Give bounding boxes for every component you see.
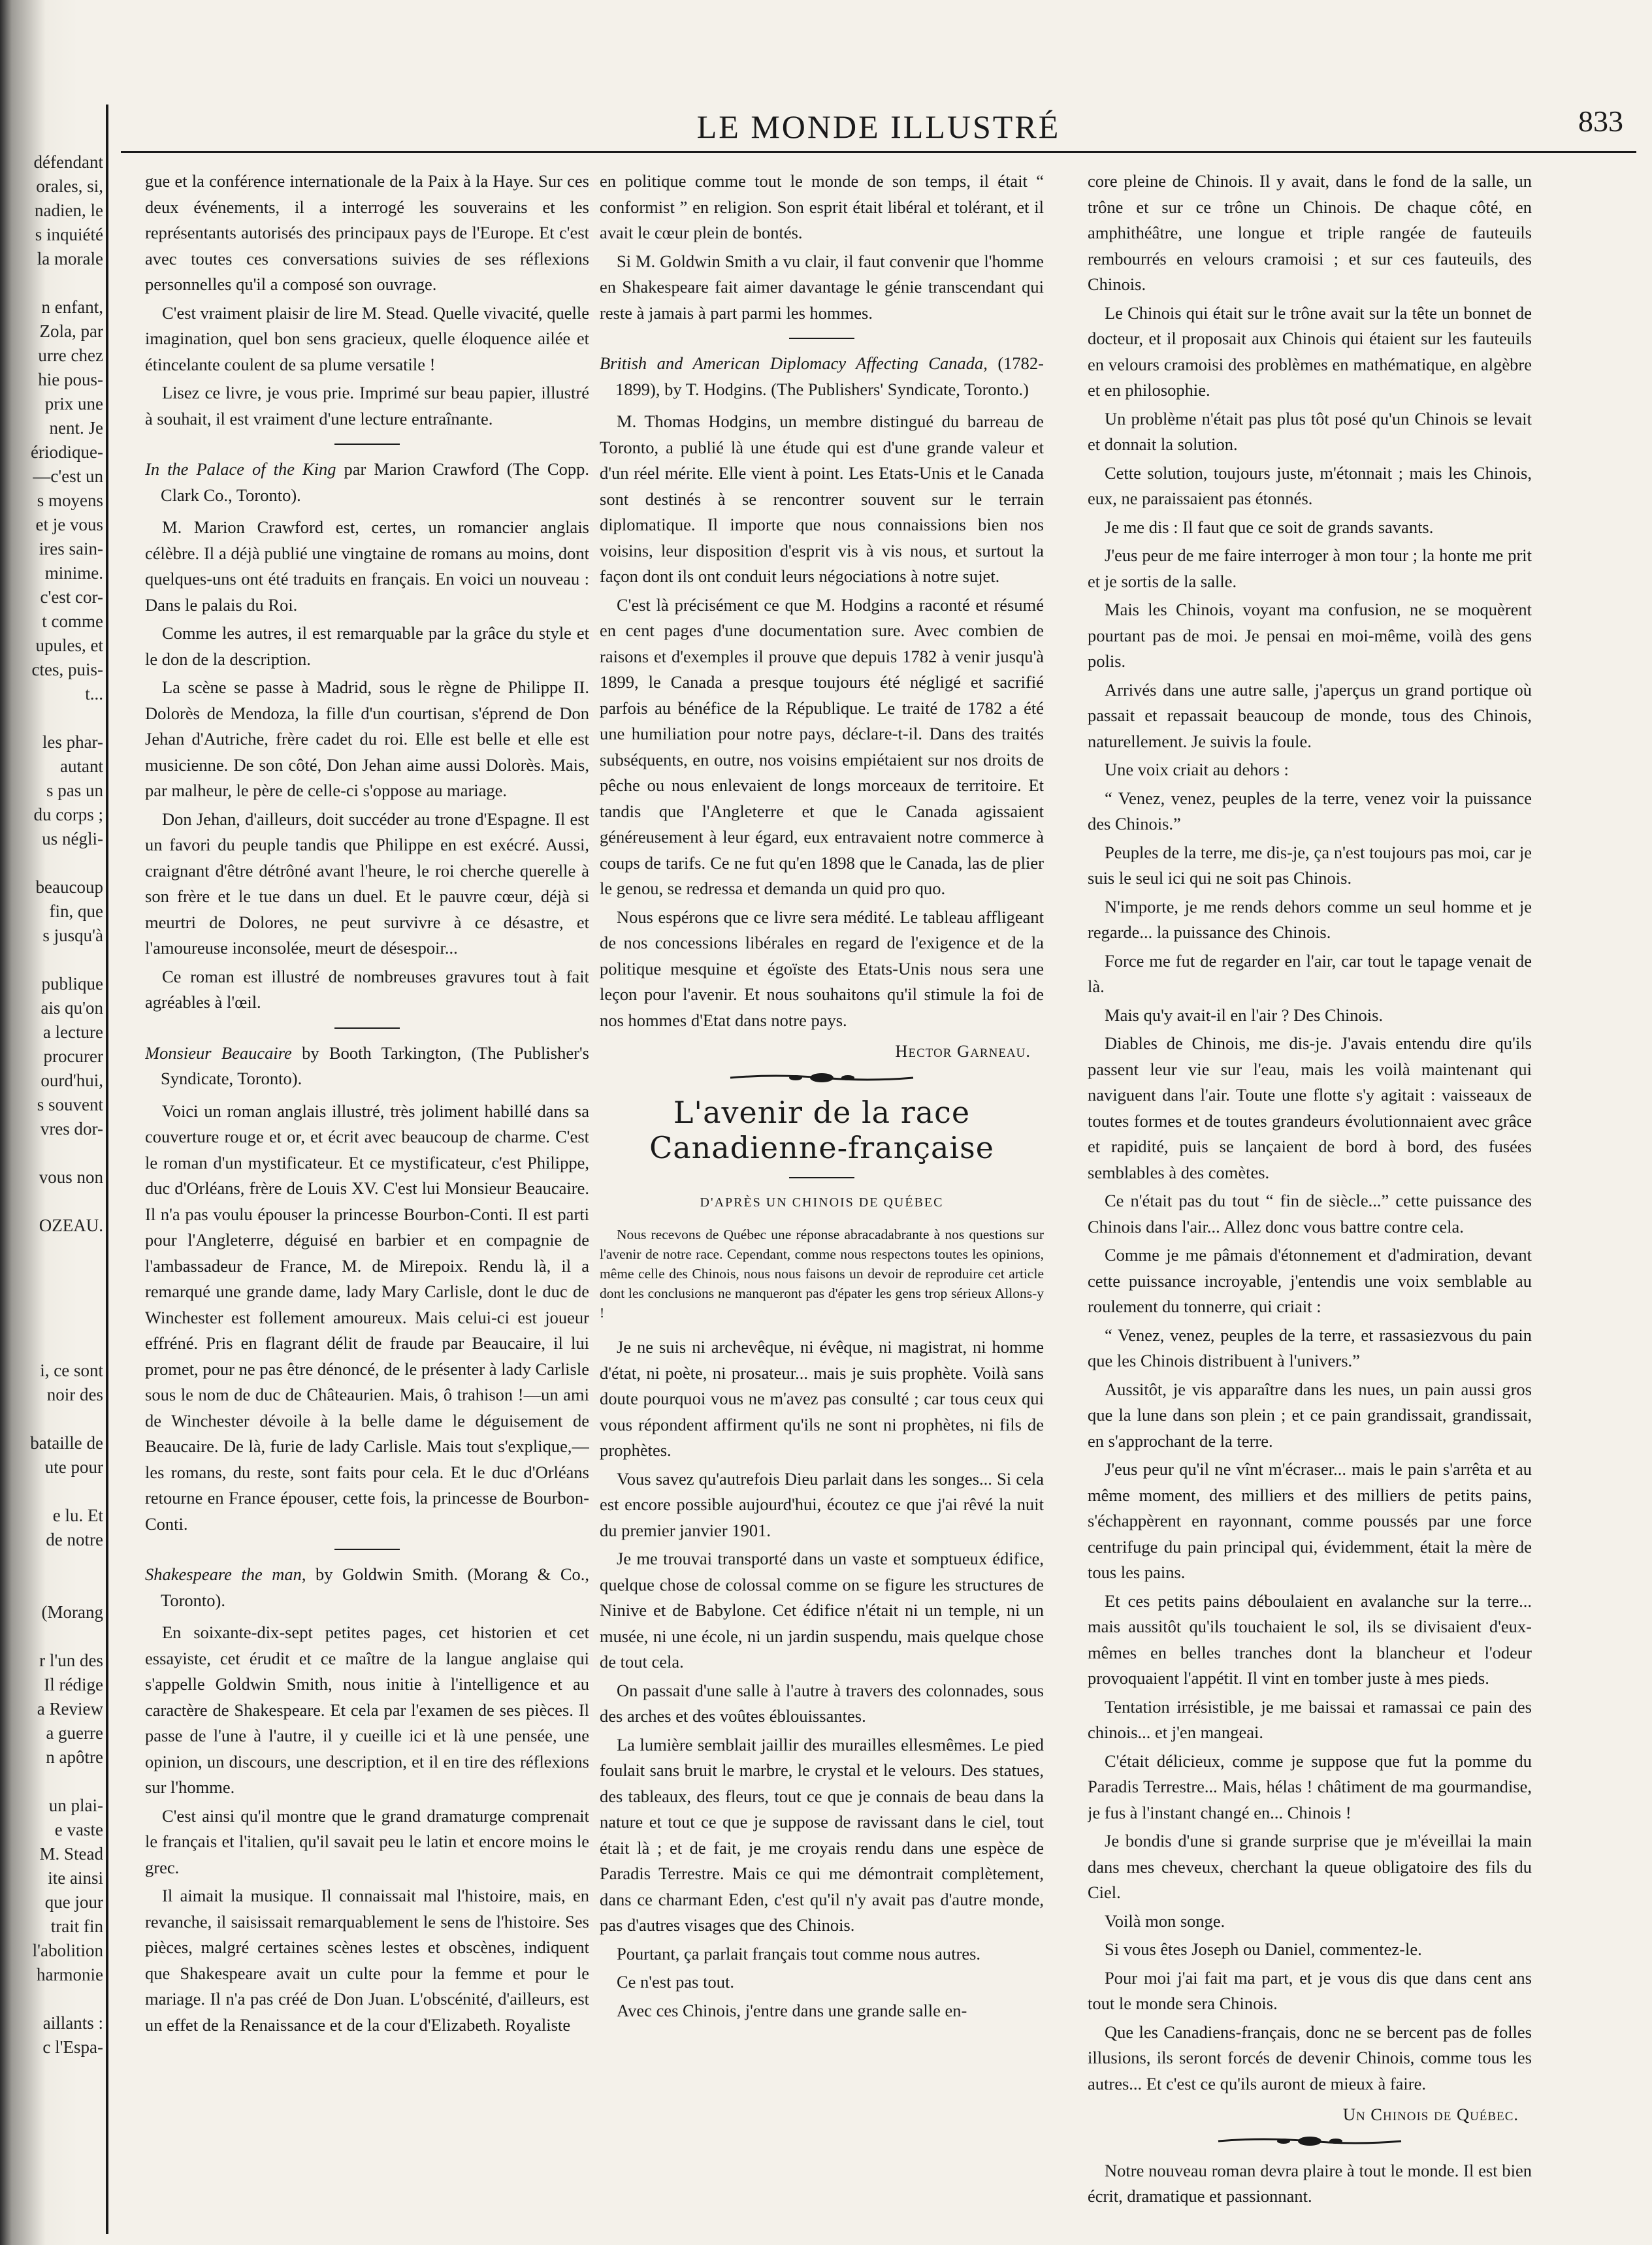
paragraph: M. Marion Crawford est, certes, un romancier anglais célèbre. Il a déjà publié une vingtaine de romans au moins, dont quelques-uns ont été traduits en français. En voici un nouveau : Dans le palais du Roi. — [145, 517, 589, 615]
margin-fragment: n apôtre — [46, 1747, 103, 1767]
margin-fragment: nadien, le — [35, 201, 103, 220]
book-title: Monsieur Beaucaire — [145, 1042, 292, 1063]
margin-fragment: t... — [85, 684, 103, 703]
margin-fragment: ires sain- — [39, 539, 103, 558]
paragraph: Une voix criait au dehors : — [1105, 760, 1289, 779]
paragraph: On passait d'une salle à l'autre à travers des colonnades, sous des arches et des voûtes éblouissantes. — [600, 1680, 1044, 1726]
paragraph: Pour moi j'ai fait ma part, et je vous dis que dans cent ans tout le monde sera Chinois. — [1088, 1967, 1532, 2013]
margin-fragment: a lecture — [42, 1022, 103, 1042]
paragraph: En soixante-dix-sept petites pages, cet historien et cet essayiste, cet érudit et ce maître de la langue anglaise qui s'appelle Goldwin Smith, nous initie à l'intelligence et au caractère de Shakespeare. Et cela par l'examen de ses pièces. Il passe de l'une à l'autre, il y cueille ici et là une pensée, une opinion, un discours, une description, et il en tire des réflexions sur l'homme. — [145, 1623, 589, 1797]
paragraph: Peuples de la terre, me dis-je, ça n'est toujours pas moi, car je suis le seul ici qui ne soit pas Chinois. — [1088, 842, 1532, 888]
previous-page-margin-text — [5, 150, 103, 2227]
paragraph: C'est ainsi qu'il montre que le grand dramaturge comprenait le français et l'italien, qu'il savait peu le latin et encore moins le grec. — [145, 1805, 589, 1877]
margin-fragment: trait fin — [50, 1916, 103, 1936]
margin-fragment — [5, 1479, 103, 1504]
paragraph: Je me trouvai transporté dans un vaste et somptueux édifice, quelque chose de colossal comme on se figure les structures de Ninive et de Babylone. Cet édifice n'était ni un temple, ni un musée, ni une école, ni un jardin suspendu, mais quelque chose de tout cela. — [600, 1549, 1044, 1672]
paragraph: Je bondis d'une si grande surprise que je m'éveillai la main dans mes cheveux, cherchant la queue obligatoire des fils du Ciel. — [1088, 1831, 1532, 1902]
paragraph: Pourtant, ça parlait français tout comme nous autres. — [617, 1943, 981, 1963]
margin-fragment: c l'Espa- — [42, 2037, 103, 2057]
margin-fragment — [5, 1141, 103, 1165]
margin-fragment: s jusqu'à — [42, 926, 103, 945]
page-number: 833 — [1578, 105, 1623, 138]
paragraph: Je me dis : Il faut que ce soit de grands savants. — [1105, 517, 1434, 537]
paragraph: J'eus peur de me faire interroger à mon tour ; la honte me prit et je sortis de la salle. — [1088, 545, 1532, 591]
paragraph: Un problème n'était pas plus tôt posé qu'un Chinois se levait et donnait la solution. — [1088, 408, 1532, 454]
margin-fragment: hie pous- — [38, 370, 103, 389]
paragraph: Force me fut de regarder en l'air, car tout le tapage venait de là. — [1088, 950, 1532, 996]
margin-fragment: a guerre — [46, 1723, 103, 1743]
book-details: , by Goldwin Smith. (Morang & Co., Toronto). — [161, 1564, 589, 1610]
margin-fragment: ourd'hui, — [40, 1071, 103, 1090]
book-title: British and American Diplomacy Affecting Canada, — [600, 353, 988, 373]
margin-fragment: défendant — [33, 152, 103, 172]
margin-fragment: autant — [60, 756, 103, 776]
section-separator — [789, 338, 854, 339]
paragraph: Le Chinois qui était sur le trône avait sur la tête un bonnet de docteur, et il proposait aux Chinois qui étaient sur les fauteuils en velours cramoisi des problèmes en mathématique, en algèbre et en philosophie. — [1088, 302, 1532, 400]
margin-fragment: procurer — [43, 1046, 103, 1066]
editor-note-text: Nous recevons de Québec une réponse abracadabrante à nos questions sur l'avenir de notre race. Cependant, comme nous respectons toutes les opinions, même celle des Chinois, nous nous faisons un devoir de reproduire cet article dont les conclusions ne manqueront pas d'épater les gens trop sérieux Allons-y ! — [600, 1227, 1044, 1321]
paragraph: Voilà mon songe. — [1105, 1911, 1225, 1931]
margin-fragment — [5, 851, 103, 875]
paragraph: Mais les Chinois, voyant ma confusion, ne se moquèrent pourtant pas de moi. Je pensai en moi-même, voilà des gens polis. — [1088, 600, 1532, 671]
paragraph: Avec ces Chinois, j'entre dans une grande salle en- — [617, 2000, 967, 2020]
margin-fragment: l'abolition — [32, 1941, 103, 1960]
margin-fragment — [5, 1238, 103, 1262]
margin-fragment — [5, 271, 103, 295]
margin-fragment: les phar- — [42, 732, 103, 752]
paragraph: Comme les autres, il est remarquable par la grâce du style et le don de la description. — [145, 623, 589, 669]
paragraph: core pleine de Chinois. Il y avait, dans le fond de la salle, un trône et sur ce trône un Chinois. De chaque côté, en amphithéâtre, une longue et triple rangée de fauteuils rembourrés en velours cramoisi ; et sur ces fauteuils, des Chinois. — [1088, 171, 1532, 294]
book-reference — [145, 457, 589, 508]
margin-fragment: que jour — [44, 1892, 103, 1912]
margin-fragment: ctes, puis- — [31, 660, 103, 679]
paragraph: Que les Canadiens-français, donc ne se bercent pas de folles illusions, ils seront forcés de devenir Chinois, comme tous les autres... Et c'est ce qu'ils auront de mieux à faire. — [1088, 2022, 1532, 2093]
ornament-icon — [724, 1071, 920, 1084]
signature: Hector Garneau. — [895, 1041, 1031, 1061]
margin-fragment: fin, que — [49, 901, 103, 921]
paragraph: Si vous êtes Joseph ou Daniel, commentez-le. — [1105, 1939, 1422, 1959]
paragraph: Si M. Goldwin Smith a vu clair, il faut convenir que l'homme en Shakespeare fait aimer davantage le génie transcendant qui reste à jamais à part parmi les hommes. — [600, 251, 1044, 323]
margin-fragment: ais qu'on — [40, 998, 103, 1018]
book-reference — [145, 1562, 589, 1613]
margin-fragment: —c'est un — [33, 466, 103, 486]
book-details: (1782-1899), by T. Hodgins. (The Publishers' Syndicate, Toronto.) — [615, 353, 1044, 399]
margin-fragment — [5, 1286, 103, 1310]
paragraph: Et ces petits pains déboulaient en avalanche sur la terre... mais aussitôt qu'ils touchaient le sol, ils se divisaient d'eux-mêmes en belles tranches dont la blancheur et l'odeur provoquaient l'appétit. Il vint en tomber juste à mes pieds. — [1088, 1591, 1532, 1688]
paragraph: La scène se passe à Madrid, sous le règne de Philippe II. Dolorès de Mendoza, la fille d'un courtisan, s'éprend de Don Jehan d'Autriche, frère cadet du roi. Elle est belle et elle est musicienne. De son côté, Don Jehan aime aussi Dolorès. Mais, par malheur, le père de celle-ci s'oppose au mariage. — [145, 677, 589, 800]
margin-fragment — [5, 1624, 103, 1649]
paragraph: N'importe, je me rends dehors comme un seul homme et je regarde... la puissance des Chinois. — [1088, 896, 1532, 942]
margin-fragment: t comme — [42, 611, 103, 631]
page-title: LE MONDE ILLUSTRÉ — [696, 108, 1061, 145]
paragraph: Arrivés dans une autre salle, j'aperçus un grand portique où passait et repassait beaucoup de monde, tous des Chinois, naturellement. Je suivis la foule. — [1088, 679, 1532, 751]
margin-fragment: noir des — [46, 1385, 103, 1404]
margin-fragment: prix une — [44, 394, 103, 413]
column-rule — [106, 105, 108, 2234]
margin-fragment — [5, 706, 103, 730]
margin-fragment: M. Stead — [39, 1844, 103, 1864]
column-2 — [600, 169, 1044, 2206]
paragraph: Ce n'est pas tout. — [617, 1972, 734, 1992]
paragraph: Lisez ce livre, je vous prie. Imprimé sur beau papier, illustré à souhait, il est vraiment d'une lecture entraînante. — [145, 383, 589, 428]
header-rule — [121, 151, 1636, 153]
book-title: Shakespeare the man — [145, 1564, 302, 1584]
margin-fragment: aillants : — [42, 2013, 103, 2033]
paragraph: Ce n'était pas du tout “ fin de siècle...” cette puissance des Chinois dans l'air... Allez donc vous battre contre cela. — [1088, 1191, 1532, 1236]
paragraph: Tentation irrésistible, je me baissai et ramassai ce pain des chinois... et j'en mangeai. — [1088, 1696, 1532, 1742]
margin-fragment: a Review — [37, 1699, 103, 1719]
margin-fragment — [5, 948, 103, 972]
margin-fragment: ute pour — [44, 1457, 103, 1477]
margin-fragment: e lu. Et — [52, 1506, 103, 1525]
margin-fragment — [5, 1189, 103, 1214]
paragraph: C'est vraiment plaisir de lire M. Stead. Quelle vivacité, quelle imagination, quel bon sens gracieux, quelle éloquence ailée et étincelante coulent de sa plume versatile ! — [145, 302, 589, 374]
paragraph: La lumière semblait jaillir des murailles ellesmêmes. Le pied foulait sans bruit le marbre, le crystal et le velours. Des statues, des tableaux, des fleurs, tout ce que je connais de beau dans la nature et tout ce que je suppose de ravissant dans le ciel, tout était là ; et de fait, je me croyais rendu dans une espèce de Paradis Terrestre. Mais ce qui me démontrait complètement, dans ce charmant Eden, c'est qu'il n'y avait pas d'autre monde, pas d'autres visages que des Chinois. — [600, 1734, 1044, 1935]
paragraph: Vous savez qu'autrefois Dieu parlait dans les songes... Si cela est encore possible aujourd'hui, écoutez ce que j'ai rêvé la nuit du premier janvier 1901. — [600, 1468, 1044, 1540]
margin-fragment: c'est cor- — [40, 587, 103, 607]
paragraph: Diables de Chinois, me dis-je. J'avais entendu dire qu'ils passent leur vie sur l'eau, mais les voilà maintenant qui naviguent dans l'air. Toute une flotte s'y agitait : vaisseaux de toutes formes et de toutes grandeurs évolutionnaient avec grâce et rapidité, puis se lançaient de bord à bord, des fusées semblables à des comètes. — [1088, 1033, 1532, 1182]
margin-fragment: orales, si, — [36, 176, 103, 196]
margin-fragment: minime. — [44, 563, 103, 583]
margin-fragment: nent. Je — [49, 418, 103, 438]
paragraph: Nous espérons que ce livre sera médité. Le tableau affligeant de nos concessions libérales en regard de l'exigence et de la politique mesquine et égoïste des Etats-Unis nous sera une leçon pour l'avenir. Et nous souhaitons qu'il stimule la foi de nos hommes d'Etat dans notre pays. — [600, 907, 1044, 1030]
section-separator — [334, 444, 400, 445]
margin-fragment — [5, 1769, 103, 1794]
editor-note — [600, 1225, 1044, 1323]
margin-fragment: upules, et — [35, 636, 103, 655]
paragraph: “ Venez, venez, peuples de la terre, venez voir la puissance des Chinois.” — [1088, 788, 1532, 833]
margin-fragment: n enfant, — [41, 297, 103, 317]
margin-fragment: s souvent — [37, 1095, 103, 1114]
paragraph: Il aimait la musique. Il connaissait mal l'histoire, mais, en revanche, il saisissait remarquablement le sens de l'histoire. Ses pièces, malgré certaines scènes lestes et obscènes, indiquent que Shakespeare avait un culte pour la femme et pour le mariage. Il n'a pas créé de Don Juan. L'obscénité, d'ailleurs, est un effet de la Renaissance et de la cour d'Elizabeth. Royaliste — [145, 1886, 589, 2035]
article-subtitle: D'APRÈS UN CHINOIS DE QUÉBEC — [700, 1195, 944, 1210]
margin-fragment — [5, 1310, 103, 1334]
margin-fragment: de notre — [46, 1530, 103, 1549]
margin-fragment: s moyens — [37, 491, 103, 510]
margin-fragment: (Morang — [41, 1602, 103, 1622]
margin-fragment — [5, 1262, 103, 1286]
book-reference — [600, 351, 1044, 402]
page-header — [121, 105, 1636, 155]
book-reference — [145, 1041, 589, 1092]
paragraph: Cette solution, toujours juste, m'étonnait ; mais les Chinois, eux, ne paraissaient pas étonnés. — [1088, 462, 1532, 508]
margin-fragment: harmonie — [37, 1965, 103, 1984]
margin-fragment: et je vous — [35, 515, 103, 534]
book-details: by Booth Tarkington, (The Publisher's Syndicate, Toronto). — [161, 1042, 589, 1088]
ornament-divider — [600, 1071, 1044, 1084]
margin-fragment: i, ce sont — [40, 1361, 103, 1380]
book-title: In the Palace of the King — [145, 459, 336, 479]
margin-fragment: s pas un — [46, 781, 103, 800]
paragraph: Aussitôt, je vis apparaître dans les nues, un pain aussi gros que la lune dans son plein ; et ce pain grandissait, grandissait, en s'approchant de la terre. — [1088, 1379, 1532, 1451]
margin-fragment: r l'un des — [39, 1651, 103, 1670]
margin-fragment: s inquiété — [35, 225, 103, 244]
paragraph: M. Thomas Hodgins, un membre distingué du barreau de Toronto, a publié là une étude qui est d'une grande valeur et d'un réel mérite. Elle vient à point. Les Etats-Unis et le Canada sont destinés à se rencontrer souvent sur le terrain diplomatique. Il importe que nous connaissions bien nos voisins, leur disposition d'esprit vis à vis nous, et surtout la façon dont ils ont conduit leurs négociations à notre sujet. — [600, 412, 1044, 586]
paragraph: en politique comme tout le monde de son temps, il était “ conformist ” en religion. Son esprit était libéral et tolérant, et il avait le cœur plein de bontés. — [600, 171, 1044, 242]
margin-fragment: publique — [41, 974, 103, 993]
margin-fragment — [5, 1987, 103, 2011]
paragraph: Mais qu'y avait-il en l'air ? Des Chinois. — [1105, 1005, 1384, 1025]
paragraph: gue et la conférence internationale de la Paix à la Haye. Sur ces deux événements, il a interrogé les souverains et les représentants autorisés des principaux pays de l'Europe. Et c'est avec toutes ces conversations suivies de ses réflexions personnelles qu'il a composé son ouvrage. — [145, 171, 589, 294]
paragraph: Je ne suis ni archevêque, ni évêque, ni magistrat, ni homme d'état, ni poète, ni prosateur... mais je suis prophète. Voilà sans doute pourquoi vous ne m'avez pas consulté ; car tous ceux qui vous répondent affirment qu'ils ne sont ni prophètes, ni fils de prophètes. — [600, 1337, 1044, 1460]
section-separator — [789, 1177, 854, 1178]
paragraph: C'est là précisément ce que M. Hodgins a raconté et résumé en cent pages d'une documentation sure. Avec combien de raisons et d'exemples il prouve que depuis 1782 à venir jusqu'à 1899, le Canada a presque toujours été négligé et sacrifié parfois au bénéfice de la République. Le traité de 1782 a été une humiliation pour notre pays, déclare-t-il. Dans des traités subséquents, en outre, nos voisins empiétaient sur nos droits de pêche ou nous enlevaient de longs morceaux de territoire. Et tandis que l'Angleterre et que le Canada agissaient généreusement à leur égard, eux entravaient notre commerce à coups de tarifs. Ce ne fut qu'en 1898 que le Canada, las de plier le genou, se redressa et demanda un quid pro quo. — [600, 594, 1044, 898]
column-3 — [1088, 169, 1532, 2206]
article-title: L'avenir de la race Canadienne-française — [649, 1094, 994, 1165]
paragraph: Don Jehan, d'ailleurs, doit succéder au trone d'Espagne. Il est un favori du peuple tandis que Philippe en est exécré. Aussi, craignant d'être détrôné avant l'heure, le roi cherche querelle à son frère et le tue dans un duel. Et le pauvre cœur, déjà si meurtri de Dolores, ne peut survivre à ce désastre, et l'amoureuse inconsolée, meurt de désespoir... — [145, 809, 589, 958]
paragraph: J'eus peur qu'il ne vînt m'écraser... mais le pain s'arrêta et au même moment, des milliers et des milliers de petits pains, s'échappèrent en rayonnant, comme poussés par une force centrifuge du pain principal qui, évidemment, était la mère de tous les pains. — [1088, 1459, 1532, 1582]
margin-fragment: du corps ; — [33, 805, 103, 824]
margin-fragment — [5, 1576, 103, 1600]
margin-fragment: ite ainsi — [48, 1868, 103, 1888]
margin-fragment: Zola, par — [39, 321, 103, 341]
paragraph: Ce roman est illustré de nombreuses gravures tout à fait agréables à l'œil. — [145, 966, 589, 1012]
margin-fragment: bataille de — [30, 1433, 103, 1453]
margin-fragment: urre chez — [38, 346, 103, 365]
paragraph: Comme je me pâmais d'étonnement et d'admiration, devant cette puissance incroyable, j'entendis une voix semblable au roulement du tonnerre, qui criait : — [1088, 1245, 1532, 1316]
section-separator — [334, 1549, 400, 1550]
ornament-icon — [1212, 2135, 1408, 2148]
column-1 — [145, 169, 589, 2206]
margin-fragment: Il rédige — [44, 1675, 103, 1694]
margin-fragment: un plai- — [48, 1796, 103, 1815]
paragraph: Voici un roman anglais illustré, très joliment habillé dans sa couverture rouge et or, et écrit avec beaucoup de charme. C'est le roman d'un mystificateur. Et ce mystificateur, c'est Philippe, duc d'Orléans, frère de Louis XV. C'est lui Monsieur Beaucaire. Il n'a pas voulu épouser la princesse Bourbon-Conti. Il est parti pour l'Angleterre, déguisé en barbier et en compagnie de l'ambassadeur de France, M. de Mirepoix. Rendu là, il a remarqué une grande dame, lady Mary Carlisle, dont le duc de Winchester est follement amoureux. Mais celui-ci est joueur effréné. Pris en flagrant délit de fraude par Beaucaire, il lui promet, pour ne pas être dénoncé, de le présenter à lady Carlisle sous le nom de duc de Châteaurien. Mais, ô trahison !—un ami de Winchester dévoile à la belle dame le déguisement de Beaucaire. De là, furie de lady Carlisle. Mais tout s'explique,—les romans, du reste, sont faits pour cela. Et le duc d'Orléans retourne en France épouser, cette fois, la princesse de Bourbon-Conti. — [145, 1101, 589, 1534]
paragraph: C'était délicieux, comme je suppose que fut la pomme du Paradis Terrestre... Mais, hélas ! châtiment de ma gourmandise, je fus à l'instant changé en... Chinois ! — [1088, 1751, 1532, 1822]
ornament-divider — [1088, 2135, 1532, 2148]
margin-fragment: vous non — [39, 1167, 103, 1187]
book-details: par Marion Crawford (The Copp. Clark Co., Toronto). — [161, 459, 589, 505]
margin-fragment: OZEAU. — [39, 1216, 103, 1235]
paragraph: Notre nouveau roman devra plaire à tout le monde. Il est bien écrit, dramatique et passionnant. — [1088, 2160, 1532, 2206]
margin-fragment — [5, 1552, 103, 1576]
margin-fragment: vres dor- — [40, 1119, 103, 1139]
signature: Un Chinois de Québec. — [1342, 2105, 1519, 2124]
section-separator — [334, 1027, 400, 1029]
margin-fragment: beaucoup — [35, 877, 103, 897]
margin-fragment: la morale — [37, 249, 103, 268]
paragraph: “ Venez, venez, peuples de la terre, et rassasiezvous du pain que les Chinois distribuent à l'univers.” — [1088, 1325, 1532, 1370]
margin-fragment: us négli- — [42, 829, 103, 848]
margin-fragment — [5, 1334, 103, 1359]
margin-fragment: e vaste — [54, 1820, 103, 1839]
margin-fragment: ériodique- — [31, 442, 103, 462]
margin-fragment — [5, 1407, 103, 1431]
